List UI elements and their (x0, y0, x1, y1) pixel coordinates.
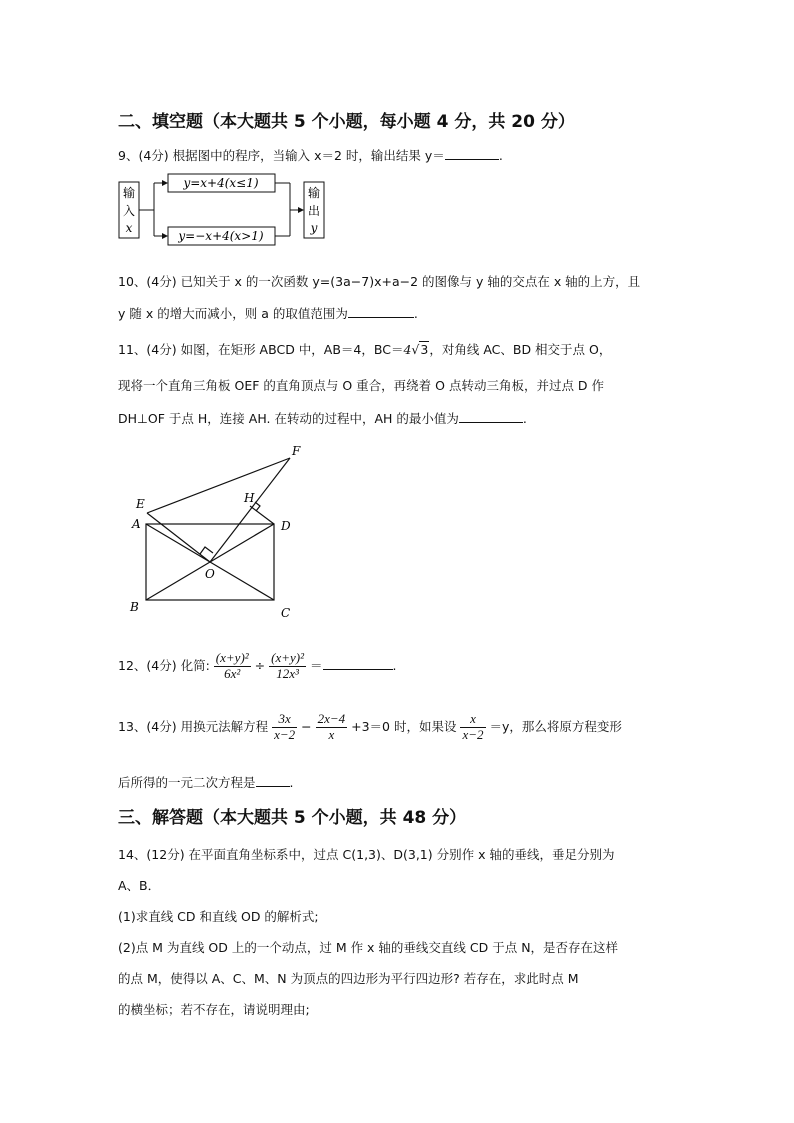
question-11-line-3: DH⊥OF 于点 H，连接 AH. 在转动的过程中，AH 的最小值为 . (118, 411, 527, 426)
label-D: D (281, 519, 291, 533)
question-14-part-2-line-3: 的横坐标；若不存在，请说明理由; (118, 1002, 310, 1017)
question-12: 12、(4分) 化简: $\frac{\text{(x+y)²}}{\text{6x²}}$ ÷ $\frac{\text{(x+y)²}}{\text{12x³}}$ ＝ . (118, 650, 397, 681)
question-9: 9、(4分) 根据图中的程序，当输入 x＝2 时，输出结果 y＝ . (118, 148, 503, 163)
top-function-box: y=x+4(x≤1) (183, 176, 259, 190)
label-O: O (205, 567, 215, 581)
input-label-2: 入 (122, 204, 136, 218)
label-H: H (244, 491, 255, 505)
output-label-3: y (310, 221, 318, 235)
label-F: F (292, 444, 301, 458)
question-10-line-2: y 随 x 的增大而减小，则 a 的取值范围为 . (118, 306, 418, 321)
fraction-1: $\frac{\text{(x+y)²}}{\text{6x²}}$ (215, 650, 249, 681)
fraction-3: $\frac{x}{x-2}$ (462, 711, 484, 742)
question-14-line-2: A、B． (118, 878, 161, 893)
input-label-3: x (125, 221, 133, 235)
question-14-part-2-line-1: (2)点 M 为直线 OD 上的一个动点，过 M 作 x 轴的垂线交直线 CD 于点 N，是否存在这样 (118, 940, 619, 955)
question-14-line-1: 14、(12分) 在平面直角坐标系中，过点 C(1,3)、D(3,1) 分别作 x 轴的垂线，垂足分别为 (118, 847, 615, 862)
question-12-prefix: 12、(4分) 化简: (118, 657, 210, 673)
label-C: C (281, 606, 291, 620)
label-E: E (136, 497, 145, 511)
answer-blank (323, 657, 393, 670)
fraction-2: $\frac{\text{(x+y)²}}{\text{12x³}}$ (271, 650, 304, 681)
input-label-1: 输 (122, 186, 136, 200)
question-11-line-1: 11、(4分) 如图，在矩形 ABCD 中，AB＝4，BC＝4√3，对角线 AC、BD 相交于点 O， (118, 342, 612, 357)
question-13-line-2: 后所得的一元二次方程是 . (118, 775, 294, 790)
question-14-part-2-line-2: 的点 M，使得以 A、C、M、N 为顶点的四边形为平行四边形? 若存在，求此时点 M (118, 971, 579, 986)
question-10-line-1: 10、(4分) 已知关于 x 的一次函数 y=(3a−7)x+a−2 的图像与 y 轴的交点在 x 轴的上方，且 (118, 274, 641, 289)
output-label-2: 出 (307, 204, 321, 218)
answer-blank (256, 774, 290, 787)
fraction-2: $\frac{2x-4}{x}$ (317, 711, 346, 742)
output-label-1: 输 (307, 186, 321, 200)
bottom-function-box: y=−x+4(x>1) (178, 229, 264, 243)
section-title-fill-blank: 二、填空题（本大题共 5 个小题，每小题 4 分，共 20 分） (118, 112, 575, 132)
program-flow-diagram (118, 170, 333, 248)
question-9-text: 9、(4分) 根据图中的程序，当输入 x＝2 时，输出结果 y＝ (118, 148, 445, 163)
question-13-line-1: 13、(4分) 用换元法解方程 $\frac{3x}{x-2}$ − $\frac{2x-4}{x}$ +3＝0 时，如果设 $\frac{x}{x-2}$ ＝y，那么将原方程变形 (118, 711, 622, 742)
question-11-line-2: 现将一个直角三角板 OEF 的直角顶点与 O 重合，再绕着 O 点转动三角板，并过点 D 作 (118, 378, 605, 393)
answer-blank (348, 305, 414, 318)
section-title-solutions: 三、解答题（本大题共 5 个小题，共 48 分） (118, 808, 467, 828)
answer-blank (445, 147, 499, 160)
fraction-1: $\frac{3x}{x-2}$ (274, 711, 296, 742)
sqrt-symbol: √ (411, 342, 420, 357)
label-B: B (130, 600, 139, 614)
rectangle-triangle-figure (120, 440, 320, 620)
question-14-part-1: (1)求直线 CD 和直线 OD 的解析式; (118, 909, 319, 924)
label-A: A (132, 517, 141, 531)
answer-blank (459, 410, 523, 423)
